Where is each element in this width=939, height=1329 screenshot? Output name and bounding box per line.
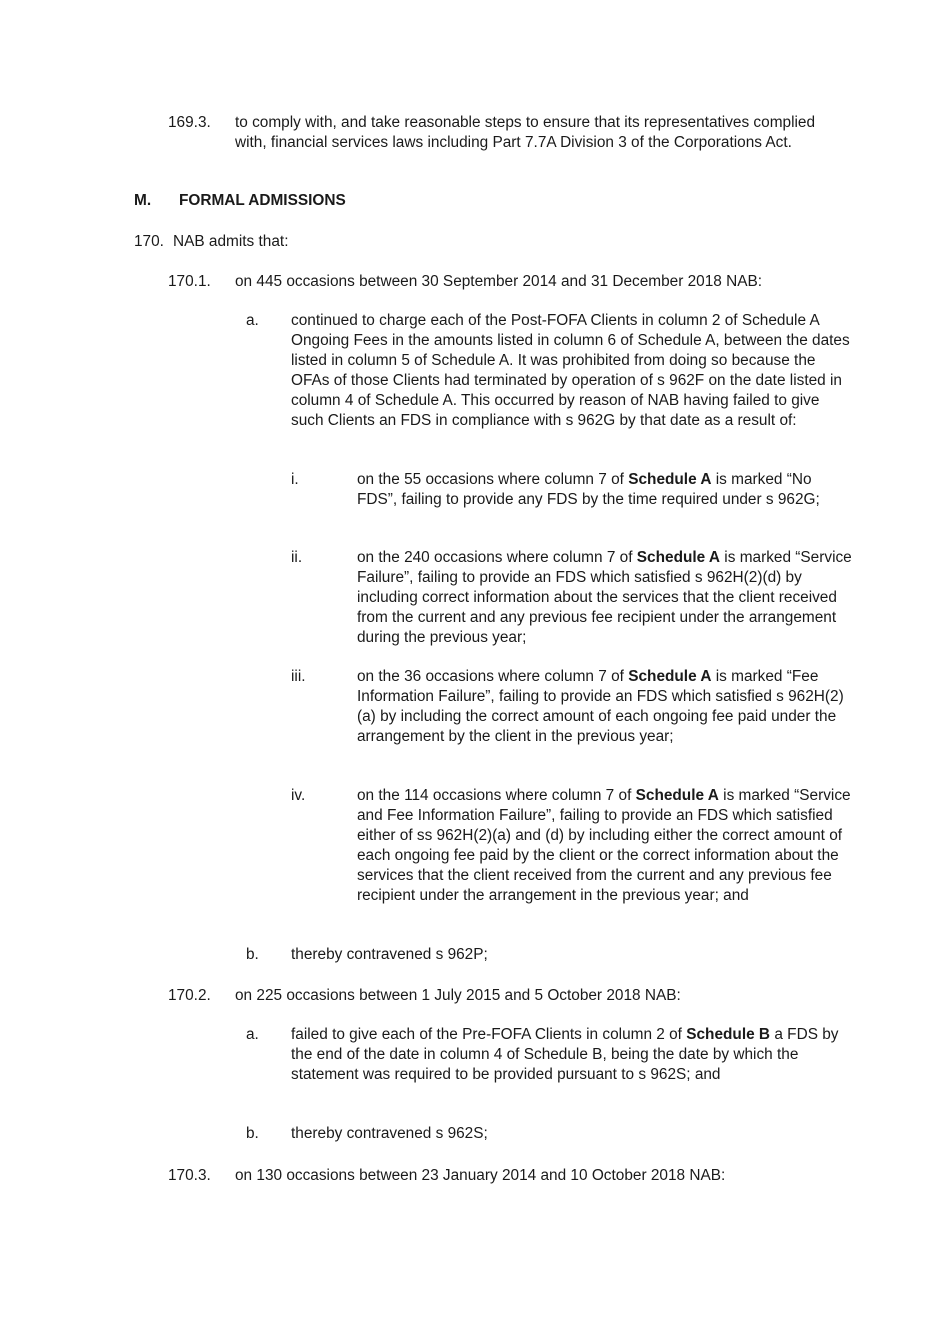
subparagraph-text: thereby contravened s 962P;	[291, 946, 488, 963]
item-text	[357, 548, 853, 648]
item-label: i.	[291, 471, 299, 488]
item-text	[357, 667, 853, 747]
item-label: iv.	[291, 787, 306, 804]
schedule-reference: Schedule A	[636, 549, 721, 566]
subparagraph-text-end: a FDS by the end of the date in column 4 of Schedule B, being the date by which the statement was required to be provided pursuant to s 962S; and	[291, 1026, 839, 1083]
paragraph-text: NAB admits that:	[173, 233, 289, 250]
item-text-start: on the 114 occasions where column 7 of	[357, 787, 636, 804]
item-text	[357, 786, 853, 906]
item-text	[357, 470, 853, 510]
paragraph-text: on 445 occasions between 30 September 2014 and 31 December 2018 NAB:	[235, 273, 763, 290]
subparagraph-text	[291, 1025, 853, 1085]
paragraph-number: 170.3.	[168, 1167, 211, 1184]
subparagraph-text: thereby contravened s 962S;	[291, 1125, 488, 1142]
subparagraph-text-start: failed to give each of the Pre-FOFA Clients in column 2 of	[291, 1026, 687, 1043]
schedule-reference: Schedule A	[628, 471, 712, 488]
section-letter: M.	[134, 192, 152, 209]
item-text-start: on the 36 occasions where column 7 of	[357, 668, 629, 685]
subparagraph-text: continued to charge each of the Post-FOFA Clients in column 2 of Schedule A Ongoing Fees in the amounts listed in column 6 of Schedule A, between the dates listed in column 5 of Schedule A. It was prohibited from doing so because the OFAs of those Clients had terminated by operation of s 962F on the date listed in column 4 of Schedule A. This occurred by reason of NAB having failed to give such Clients an FDS in compliance with s 962G by that date as a result of:	[291, 312, 850, 429]
schedule-reference: Schedule A	[628, 668, 712, 685]
item-text-start: on the 55 occasions where column 7 of	[357, 471, 629, 488]
item-label: ii.	[291, 549, 303, 566]
item-text-end: is marked “No FDS”, failing to provide any FDS by the time required under s 962G;	[357, 471, 820, 508]
item-text-end: is marked “Service Failure”, failing to provide an FDS which satisfied s 962H(2)(d) by including correct information about the services that the client received from the current and any previous fee recipient under the arrangement during the previous year;	[357, 549, 852, 646]
paragraph-number: 170.	[134, 233, 164, 250]
paragraph-text: to comply with, and take reasonable steps to ensure that its representatives complied with, financial services laws including Part 7.7A Division 3 of the Corporations Act.	[235, 114, 816, 151]
subparagraph-label: a.	[246, 1026, 259, 1043]
item-text-end: is marked “Fee Information Failure”, failing to provide an FDS which satisfied s 962H(2)(a) by including the correct amount of each ongoing fee paid under the arrangement by the client in the previous year;	[357, 668, 844, 745]
paragraph-number: 170.1.	[168, 273, 211, 290]
schedule-reference: Schedule A	[635, 787, 719, 804]
paragraph-number: 169.3.	[168, 114, 211, 131]
section-title: FORMAL ADMISSIONS	[179, 192, 346, 209]
paragraph-text: on 130 occasions between 23 January 2014 and 10 October 2018 NAB:	[235, 1167, 726, 1184]
subparagraph-label: b.	[246, 946, 259, 963]
paragraph-text: on 225 occasions between 1 July 2015 and 5 October 2018 NAB:	[235, 987, 681, 1004]
item-text-end: is marked “Service and Fee Information Failure”, failing to provide an FDS which satisfied either of ss 962H(2)(a) and (d) by including either the correct amount of each ongoing fee paid by the client or the correct information about the services that the client received from the current and any previous fee recipient under the arrangement in the previous year; and	[357, 787, 851, 904]
paragraph-number: 170.2.	[168, 987, 211, 1004]
item-label: iii.	[291, 668, 306, 685]
subparagraph-label: b.	[246, 1125, 259, 1142]
subparagraph-label: a.	[246, 312, 259, 329]
schedule-reference: Schedule B	[686, 1026, 771, 1043]
item-text-start: on the 240 occasions where column 7 of	[357, 549, 637, 566]
